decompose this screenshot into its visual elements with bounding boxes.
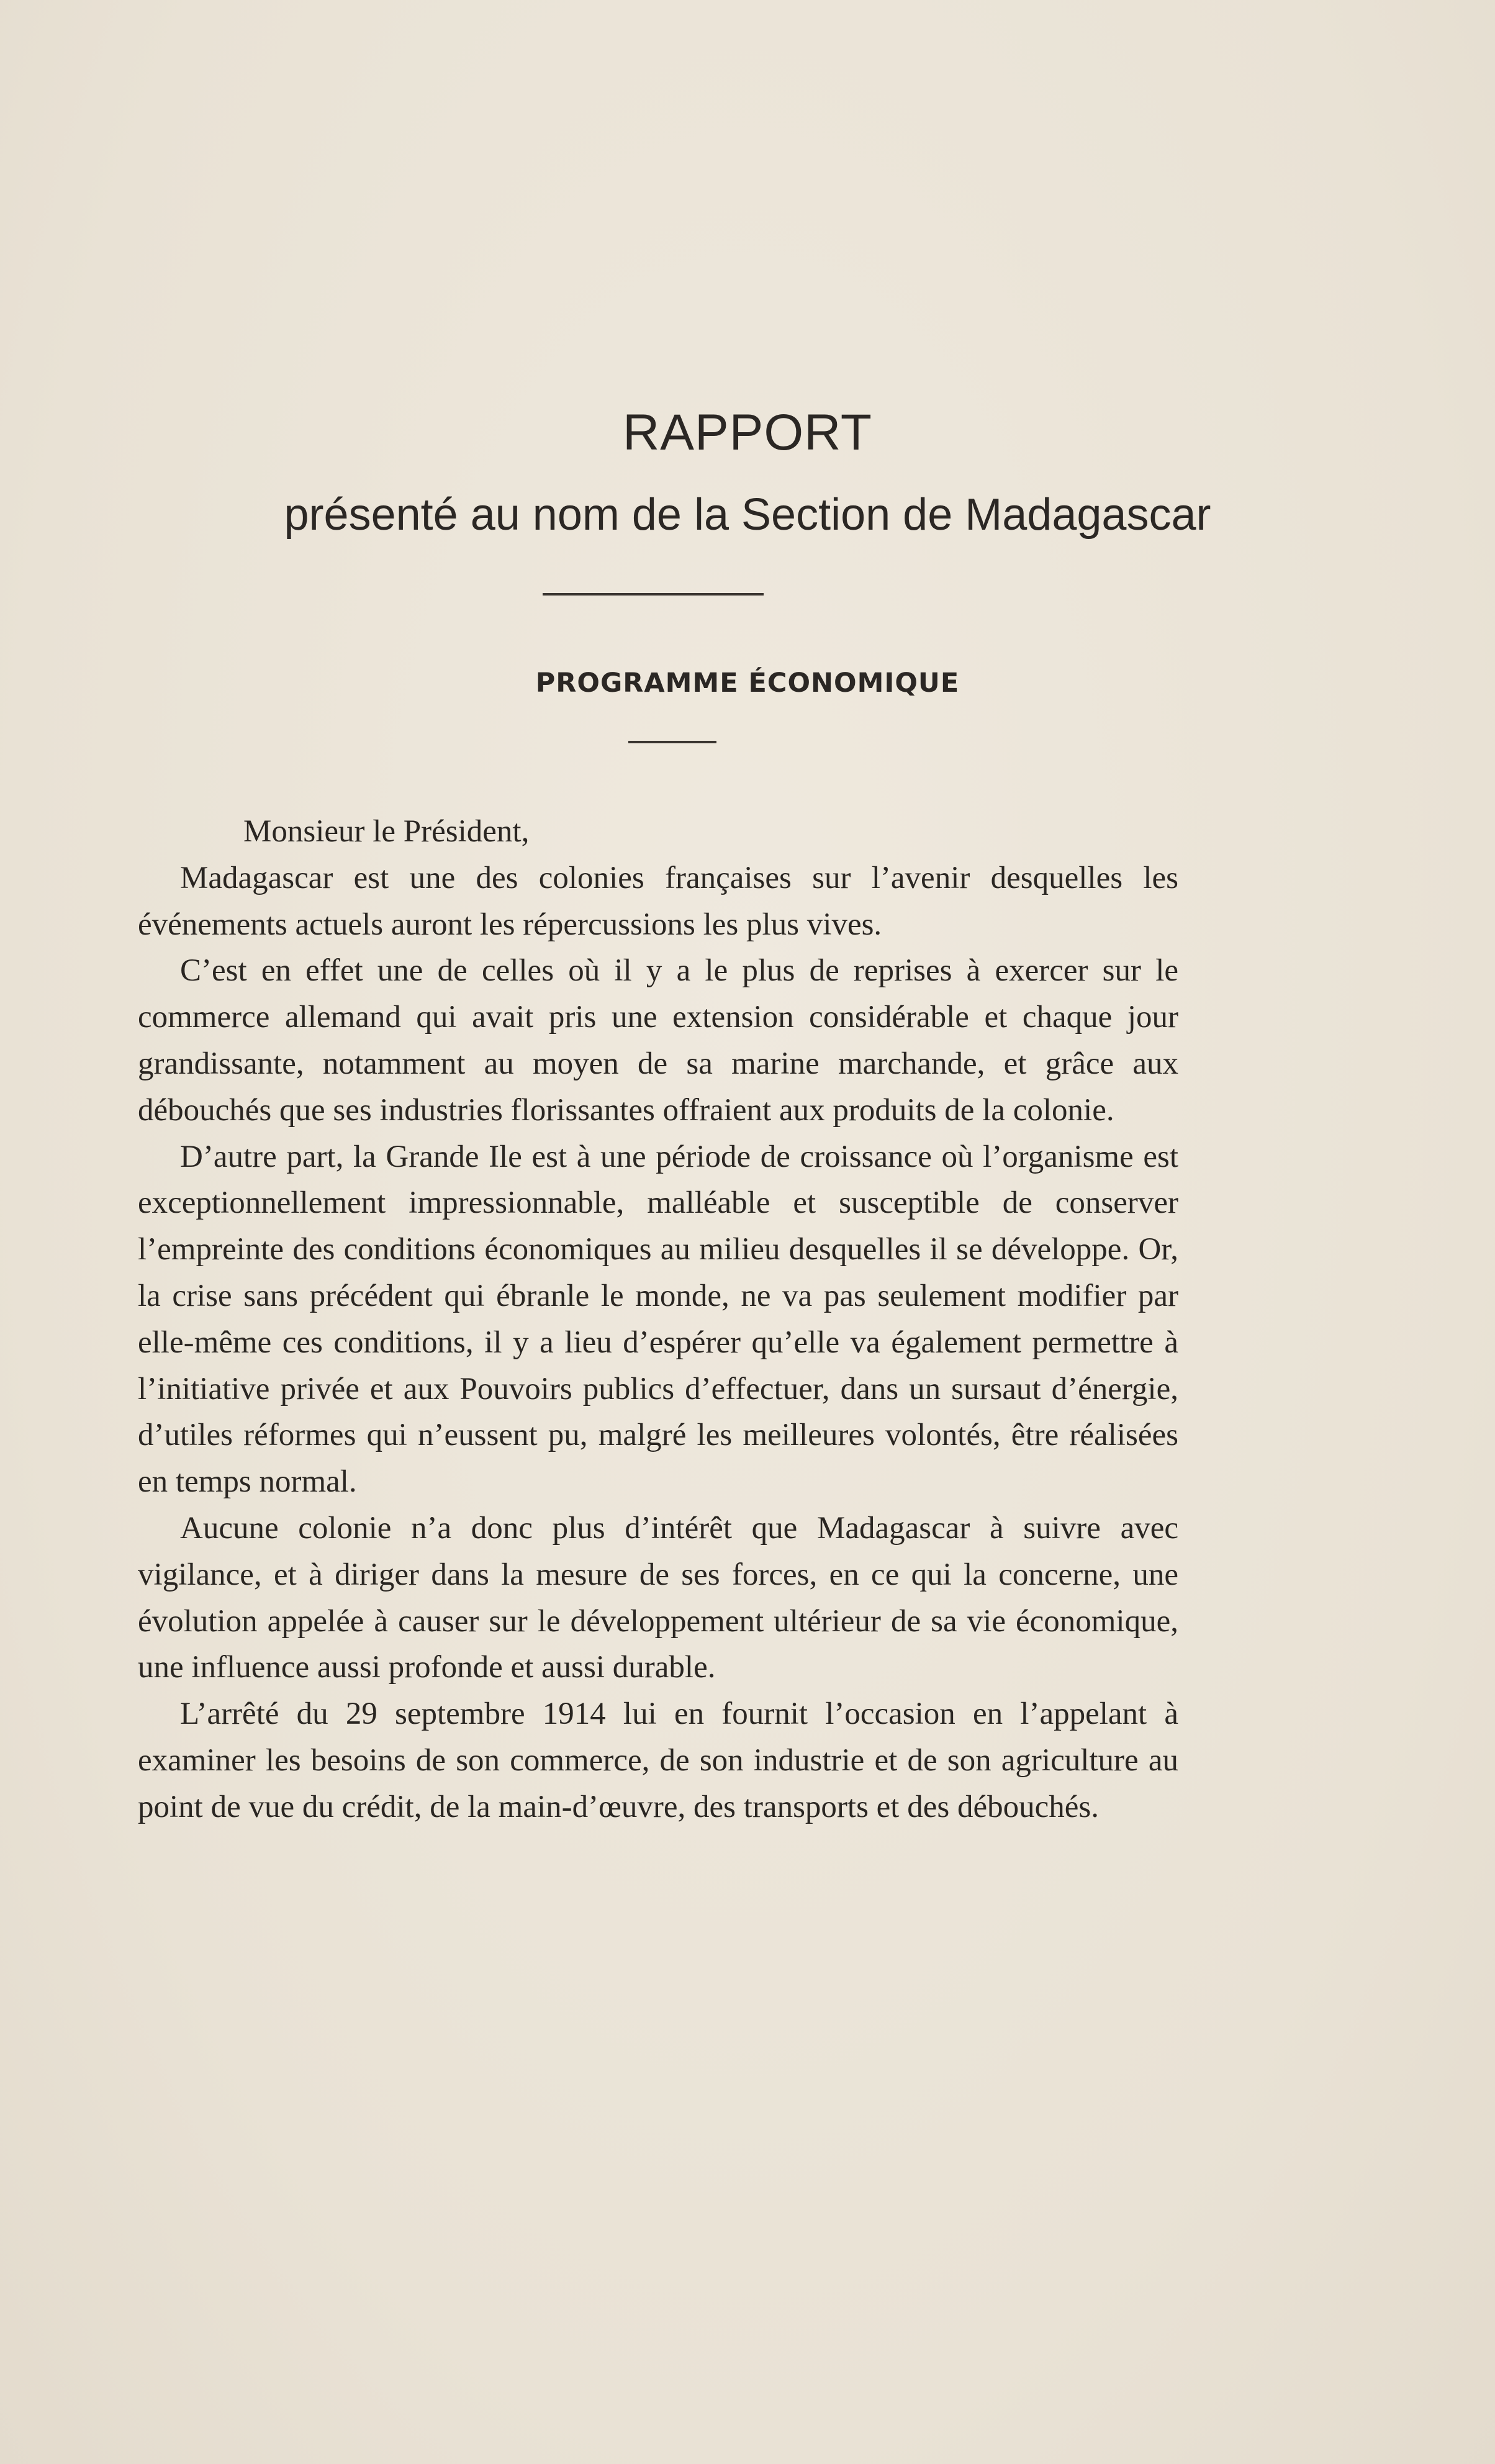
paragraph: L’arrêté du 29 septembre 1914 lui en fournit l’occasion en l’appelant à examiner les besoins de son commerce, de son industrie et de son agriculture au point de vue du crédit, de la main-d’œuvre, des transports et des débouchés. [138,1696,1178,1824]
title-divider [543,593,764,596]
salutation: Monsieur le Président, [243,814,530,849]
paragraph: Aucune colonie n’a donc plus d’intérêt que Madagascar à suivre avec vigilance, et à diriger dans la mesure de ses forces, en ce qui la concerne, une évolution appelée à causer sur le développement ultérieur de sa vie économique, une influence aussi profonde et aussi durable. [138,1510,1178,1685]
paragraph: C’est en effet une de celles où il y a le plus de reprises à exercer sur le commerce allemand qui avait pris une extension considérable et chaque jour grandissante, notamment au moyen de sa marine marchande, et grâce aux débouchés que ses industries florissantes offraient aux produits de la colonie. [138,953,1178,1128]
paragraph: D’autre part, la Grande Ile est à une période de croissance où l’organisme est exceptionnellement impressionnable, malléable et susceptible de conserver l’empreinte des conditions économiques au milieu desquelles il se développe. Or, la crise sans précédent qui ébranle le monde, ne va pas seulement modifier par elle-même ces conditions, il y a lieu d’espérer qu’elle va également permettre à l’initiative privée et aux Pouvoirs publics d’effectuer, dans un sursaut d’énergie, d’utiles réformes qui n’eussent pu, malgré les meilleures volontés, être réalisées en temps normal. [138,1139,1178,1500]
document-title: RAPPORT [623,404,872,461]
heading-divider [628,741,716,743]
section-heading: PROGRAMME ÉCONOMIQUE [535,668,960,699]
paragraph: Madagascar est une des colonies françaises sur l’avenir desquelles les événements actuels auront les répercussions les plus vives. [138,860,1178,942]
body-text [138,808,1178,1831]
document-subtitle: présenté au nom de la Section de Madagascar [284,490,1211,540]
